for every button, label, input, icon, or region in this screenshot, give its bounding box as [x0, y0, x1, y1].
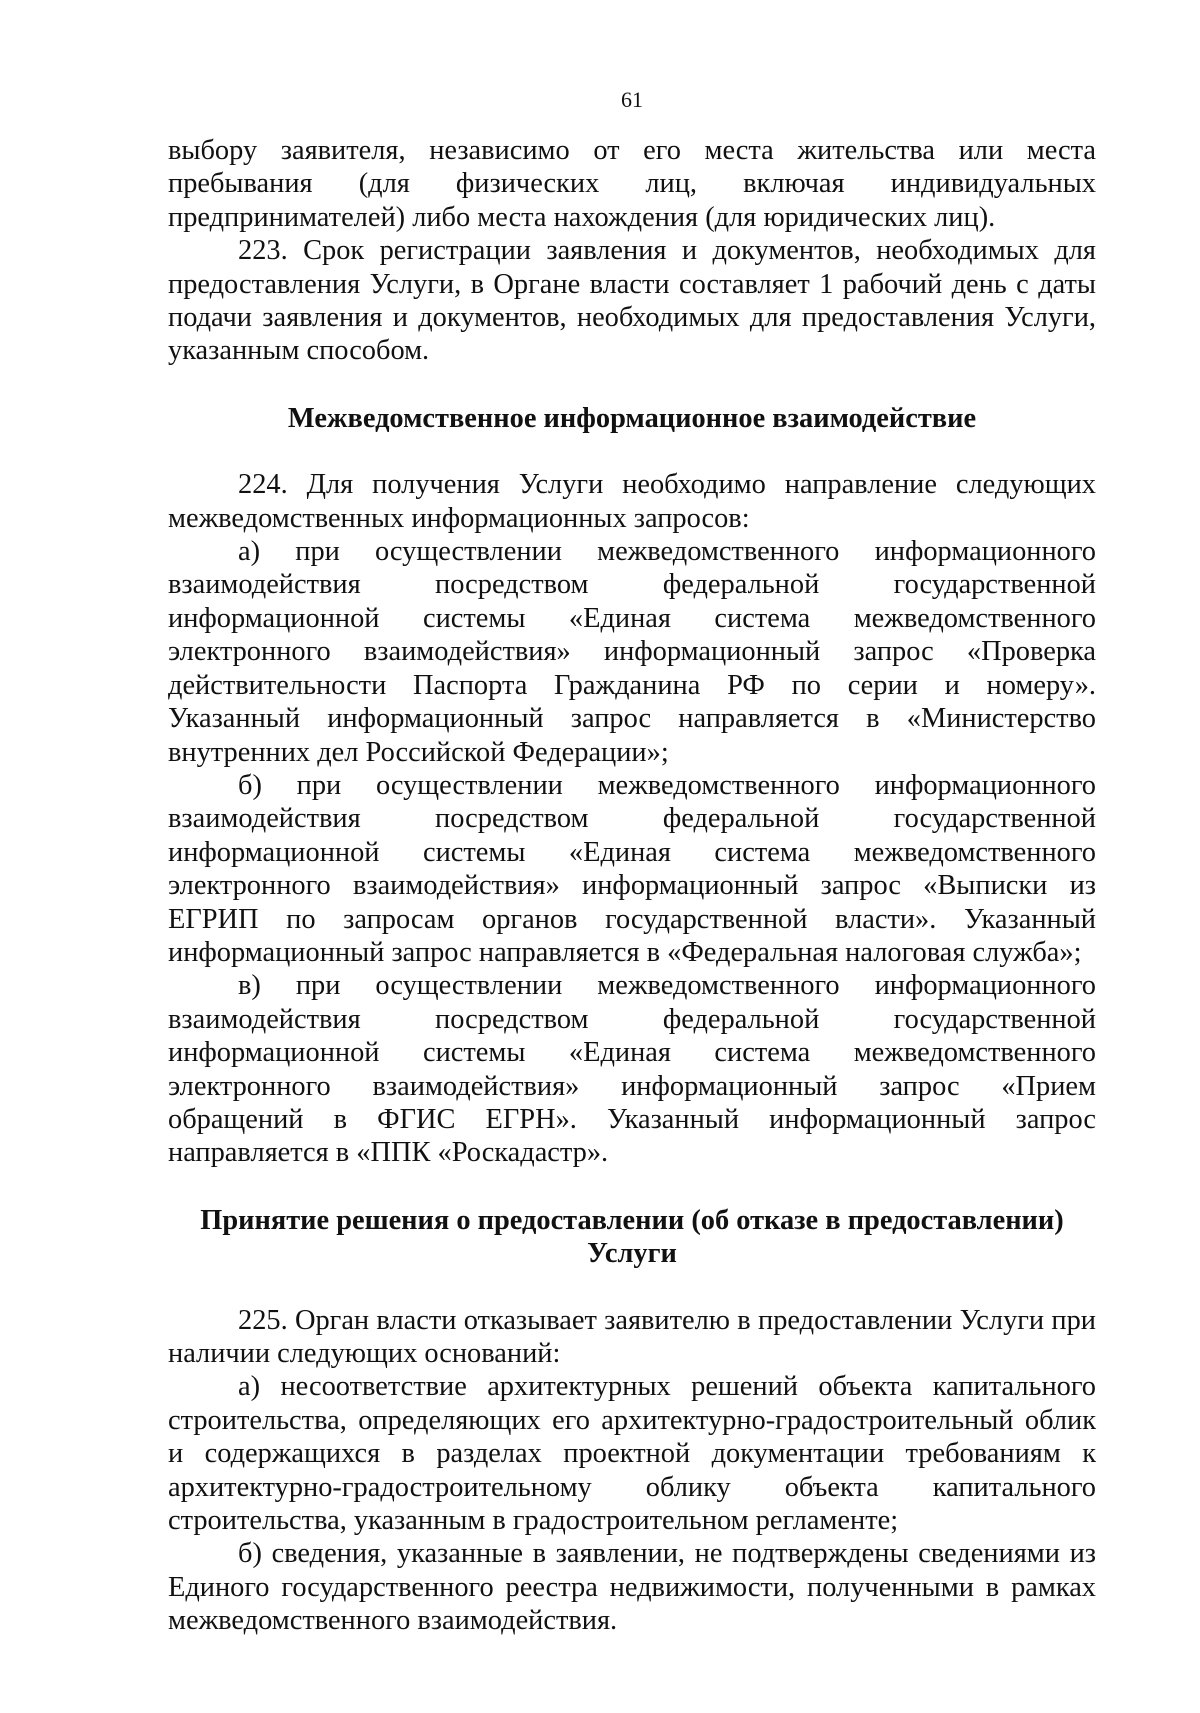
- section-heading-interagency: Межведомственное информационное взаимодействие: [287, 402, 977, 434]
- paragraph-225-b: б) сведения, указанные в заявлении, не подтверждены сведениями из Единого государственного реестра недвижимости, полученными в рамках межведомственного взаимодействия.: [168, 1538, 1096, 1637]
- paragraph-224: 224. Для получения Услуги необходимо направление следующих межведомственных информационных запросов:: [168, 469, 1096, 534]
- section-heading-decision: Принятие решения о предоставлении (об отказе в предоставлении) Услуги: [200, 1204, 1064, 1270]
- paragraph-225: 225. Орган власти отказывает заявителю в предоставлении Услуги при наличии следующих оснований:: [168, 1304, 1096, 1369]
- document-page: [168, 86, 1096, 1638]
- paragraph-225-a: а) несоответствие архитектурных решений объекта капитального строительства, определяющих его архитектурно-градостроительный облик и содержащихся в разделах проектной документации требованиям к архитектурно-градостроительному облику объекта капитального строительства, указанным в градостроительном регламенте;: [168, 1371, 1096, 1537]
- paragraph-224-b: б) при осуществлении межведомственного информационного взаимодействия посредством федеральной государственной информационной системы «Единая система межведомственного электронного взаимодействия» информационный запрос «Выписки из ЕГРИП по запросам органов государственной власти». Указанный информационный запрос направляется в «Федеральная налоговая служба»;: [168, 769, 1096, 968]
- paragraph-224-a: а) при осуществлении межведомственного информационного взаимодействия посредством федеральной государственной информационной системы «Единая система межведомственного электронного взаимодействия» информационный запрос «Проверка действительности Паспорта Гражданина РФ по серии и номеру». Указанный информационный запрос направляется в «Министерство внутренних дел Российской Федерации»;: [168, 536, 1096, 768]
- paragraph-continuation: выбору заявителя, независимо от его места жительства или места пребывания (для физических лиц, включая индивидуальных предпринимателей) либо места нахождения (для юридических лиц).: [168, 135, 1096, 233]
- paragraph-223: 223. Срок регистрации заявления и документов, необходимых для предоставления Услуги, в Органе власти составляет 1 рабочий день с даты подачи заявления и документов, необходимых для предоставления Услуги, указанным способом.: [168, 235, 1096, 367]
- paragraph-224-c: в) при осуществлении межведомственного информационного взаимодействия посредством федеральной государственной информационной системы «Единая система межведомственного электронного взаимодействия» информационный запрос «Прием обращений в ФГИС ЕГРН». Указанный информационный запрос направляется в «ППК «Роскадастр».: [168, 970, 1096, 1169]
- page-number: 61: [621, 87, 643, 112]
